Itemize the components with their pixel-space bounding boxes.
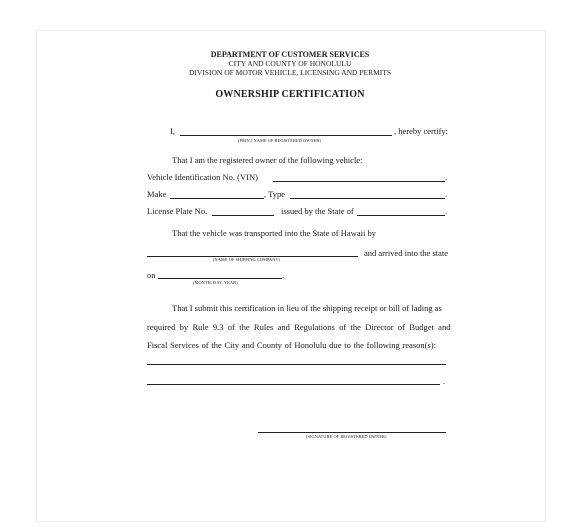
state-period: . — [445, 206, 448, 216]
vin-period: . — [445, 172, 448, 182]
reason-line-2[interactable] — [147, 384, 440, 385]
reasons-line-2: required by Rule 9.3 of the Rules and Regulations of the Director of Budget and — [147, 322, 451, 332]
type-line[interactable] — [290, 198, 445, 199]
reasons-line-3: Fiscal Services of the City and County of Honolulu due to the following reason(s): — [147, 340, 436, 350]
type-period: . — [445, 189, 448, 199]
city-heading: CITY AND COUNTY OF HONOLULU — [228, 59, 352, 68]
make-label: Make — [147, 189, 167, 199]
state-line[interactable] — [357, 215, 445, 216]
arrived-label: and arrived into the state — [364, 248, 449, 258]
form-sheet — [36, 30, 546, 522]
vin-label: Vehicle Identification No. (VIN) — [147, 172, 258, 182]
form-title: OWNERSHIP CERTIFICATION — [215, 89, 365, 100]
reasons-line-1: That I submit this certification in lieu of the shipping receipt or bill of lading as — [172, 303, 442, 313]
plate-line[interactable] — [212, 215, 274, 216]
date-period: . — [282, 270, 285, 280]
certify-prefix: I, — [170, 126, 175, 136]
on-label: on — [147, 270, 156, 280]
owner-name-caption: (PRINT NAME OF REGISTERED OWNER) — [238, 138, 321, 143]
certify-suffix: , hereby certify: — [394, 126, 449, 136]
type-label: , Type — [264, 189, 285, 199]
division-heading: DIVISION OF MOTOR VEHICLE, LICENSING AND PERMITS — [188, 68, 392, 77]
shipping-company-caption: (NAME OF SHIPPING COMPANY) — [213, 257, 281, 262]
signature-caption: (SIGNATURE OF REGISTERED OWNER) — [306, 434, 387, 439]
department-heading: DEPARTMENT OF CUSTOMER SERVICES — [210, 50, 370, 59]
owner-name-line[interactable] — [180, 135, 392, 136]
date-line[interactable] — [158, 278, 282, 279]
make-line[interactable] — [170, 198, 264, 199]
reason-period: . — [443, 376, 446, 386]
transport-intro: That the vehicle was transported into the State of Hawaii by — [172, 228, 376, 238]
issued-label: issued by the State of — [281, 206, 354, 216]
date-caption: (MONTH, DAY, YEAR) — [193, 280, 238, 285]
reason-line-1[interactable] — [147, 364, 446, 365]
signature-line[interactable] — [258, 432, 446, 433]
owner-statement: That I am the registered owner of the following vehicle: — [172, 155, 363, 165]
vin-line[interactable] — [273, 181, 445, 182]
plate-label: License Plate No. — [147, 206, 208, 216]
